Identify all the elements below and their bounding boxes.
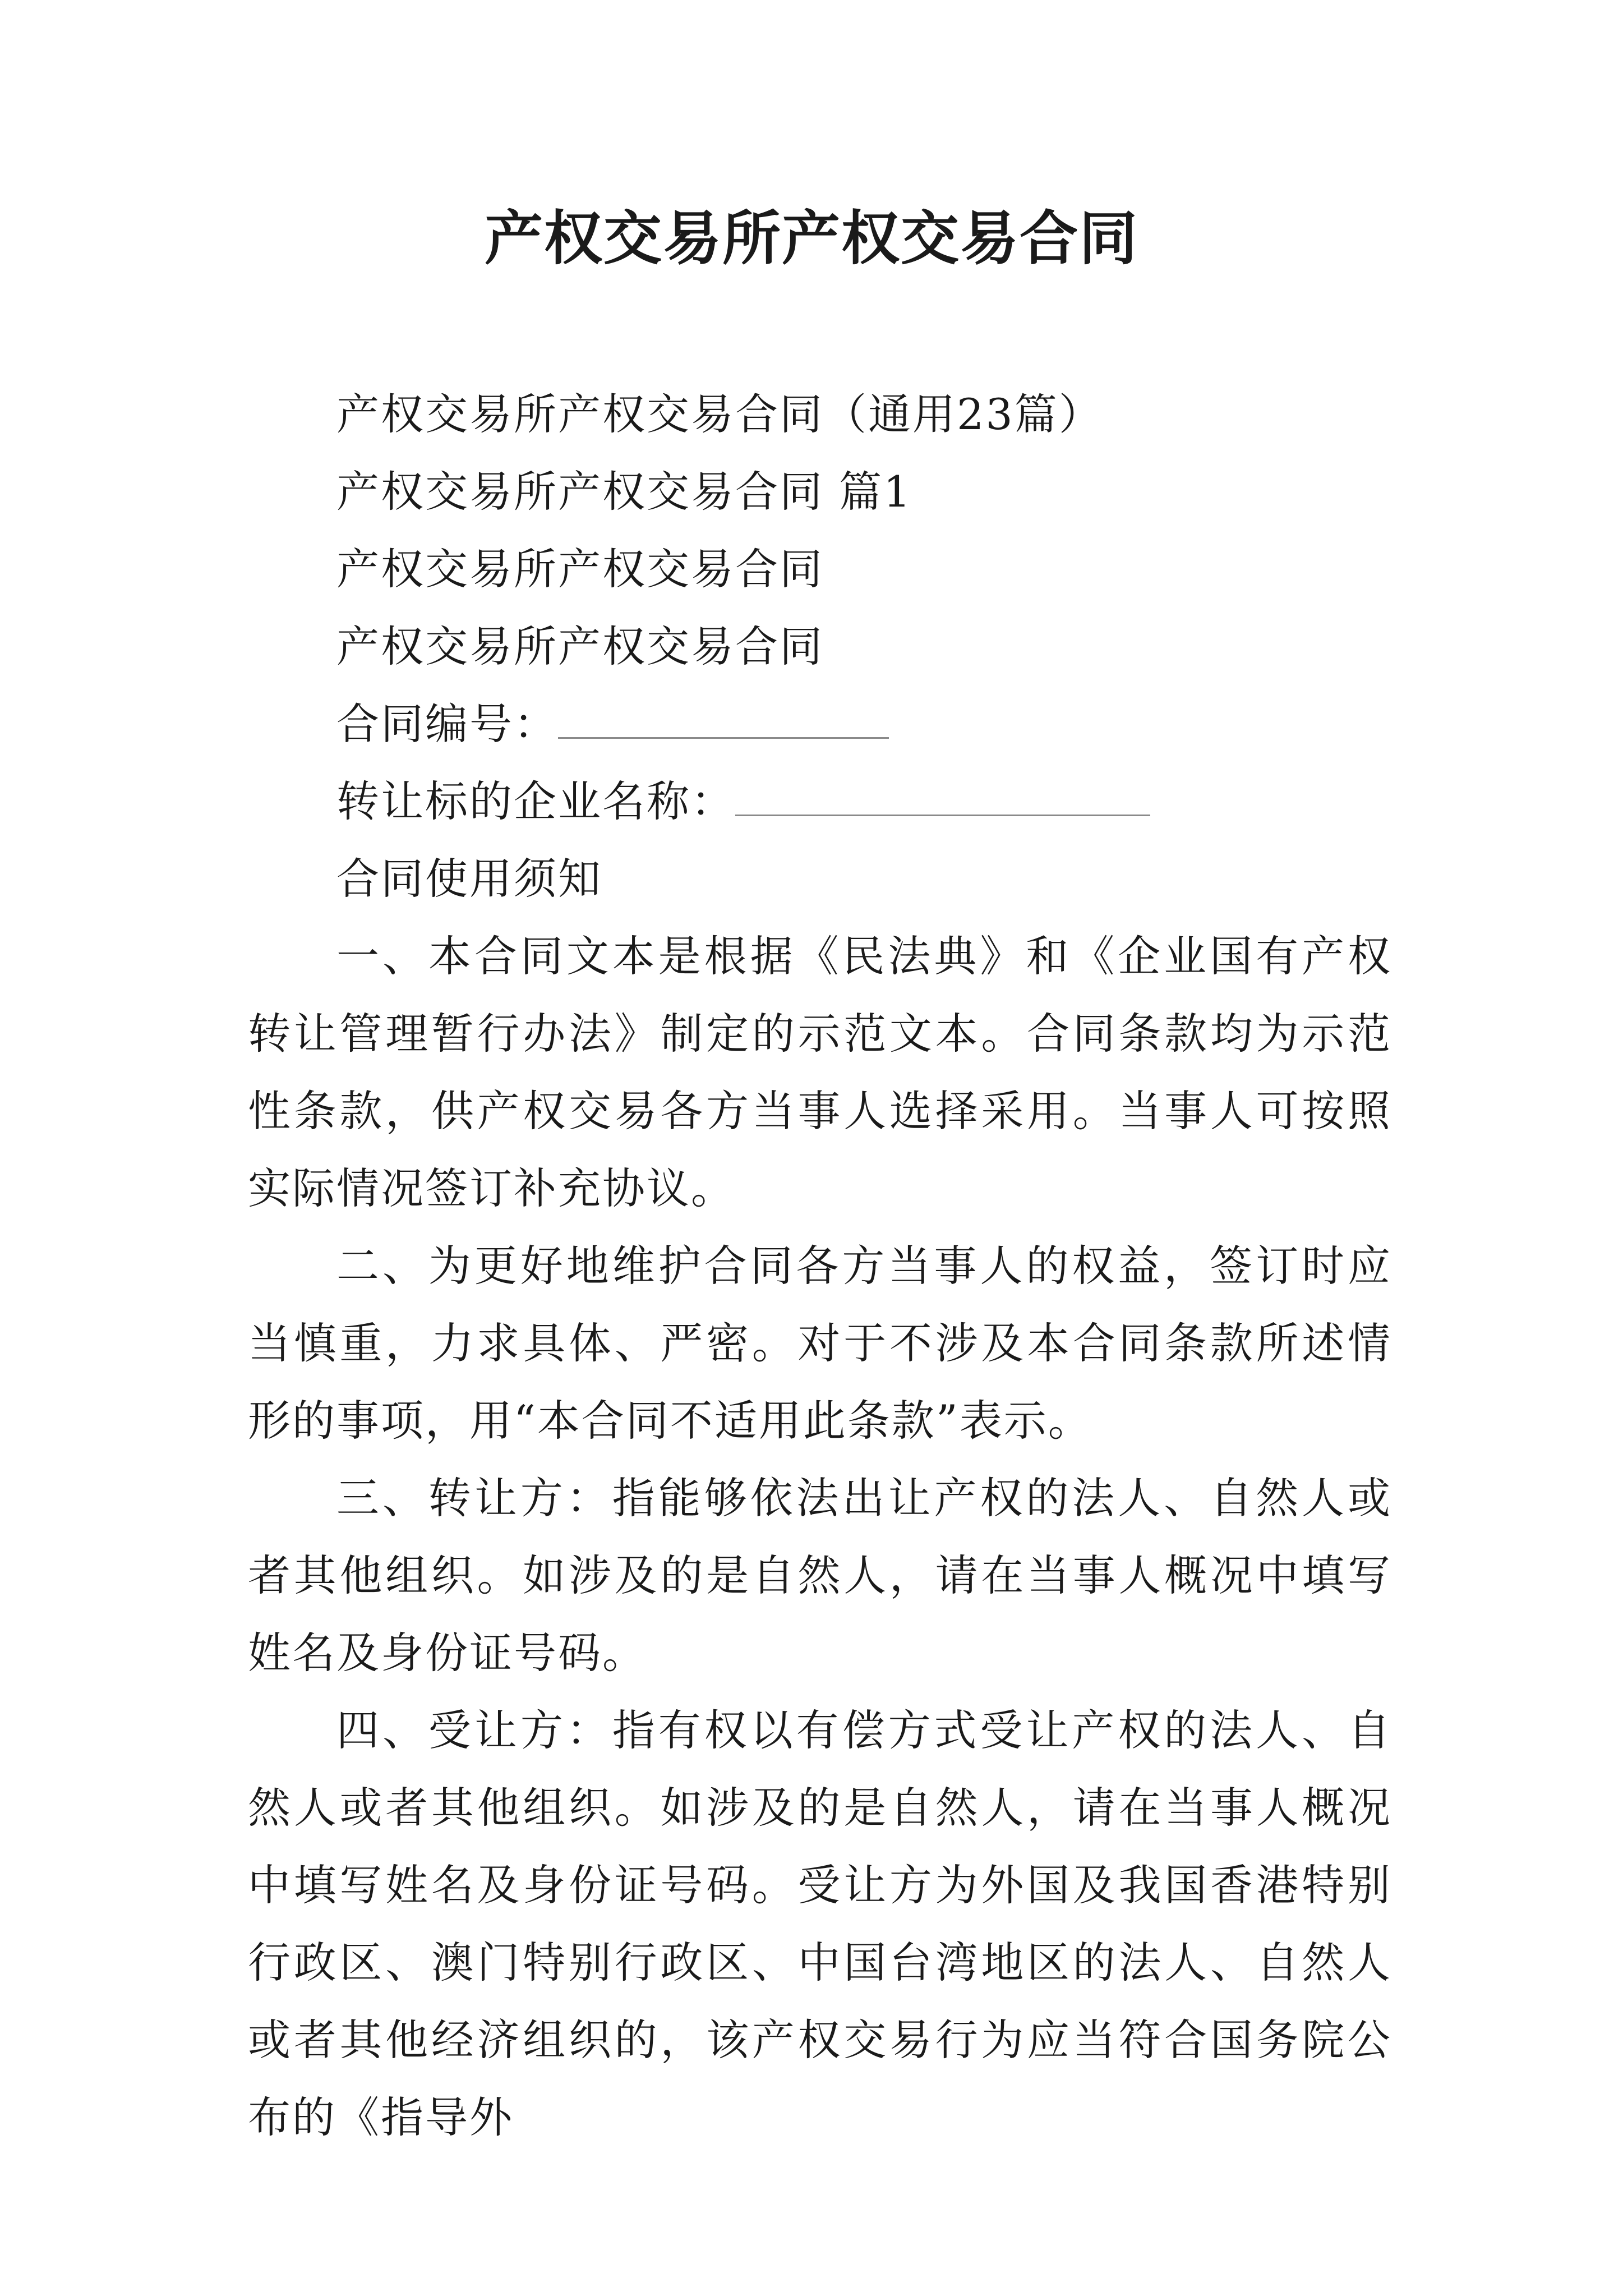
contract-number-blank[interactable]	[558, 705, 889, 739]
contract-heading-2: 产权交易所产权交易合同	[336, 622, 824, 671]
contract-number-row	[248, 685, 889, 763]
notice-paragraph-3: 三、转让方：指能够依法出让产权的法人、自然人或者其他组织。如涉及的是自然人，请在当事人概况中填写姓名及身份证号码。	[248, 1473, 1392, 1678]
notice-paragraph-2: 二、为更好地维护合同各方当事人的权益，签订时应当慎重，力求具体、严密。对于不涉及本合同条款所述情形的事项，用“本合同不适用此条款”表示。	[248, 1241, 1392, 1446]
notice-paragraph-4: 四、受让方：指有权以有偿方式受让产权的法人、自然人或者其他组织。如涉及的是自然人，请在当事人概况中填写姓名及身份证号码。受让方为外国及我国香港特别行政区、澳门特别行政区、中国台湾地区的法人、自然人或者其他经济组织的，该产权交易行为应当符合国务院公布的《指导外	[248, 1705, 1392, 2142]
company-name-label: 转让标的企业名称：	[336, 776, 735, 826]
notice-paragraph-1: 一、本合同文本是根据《民法典》和《企业国有产权转让管理暂行办法》制定的示范文本。合同条款均为示范性条款，供产权交易各方当事人选择采用。当事人可按照实际情况签订补充协议。	[248, 931, 1392, 1213]
contract-heading-1: 产权交易所产权交易合同	[336, 544, 824, 594]
company-name-blank[interactable]	[735, 782, 1150, 816]
chapter-line: 产权交易所产权交易合同 篇1	[336, 467, 912, 517]
subtitle-line: 产权交易所产权交易合同（通用23篇）	[336, 389, 1103, 439]
contract-number-label: 合同编号：	[336, 699, 558, 749]
document-title: 产权交易所产权交易合同	[484, 204, 1138, 273]
company-name-row	[248, 763, 1150, 840]
usage-notice-heading: 合同使用须知	[336, 854, 602, 904]
